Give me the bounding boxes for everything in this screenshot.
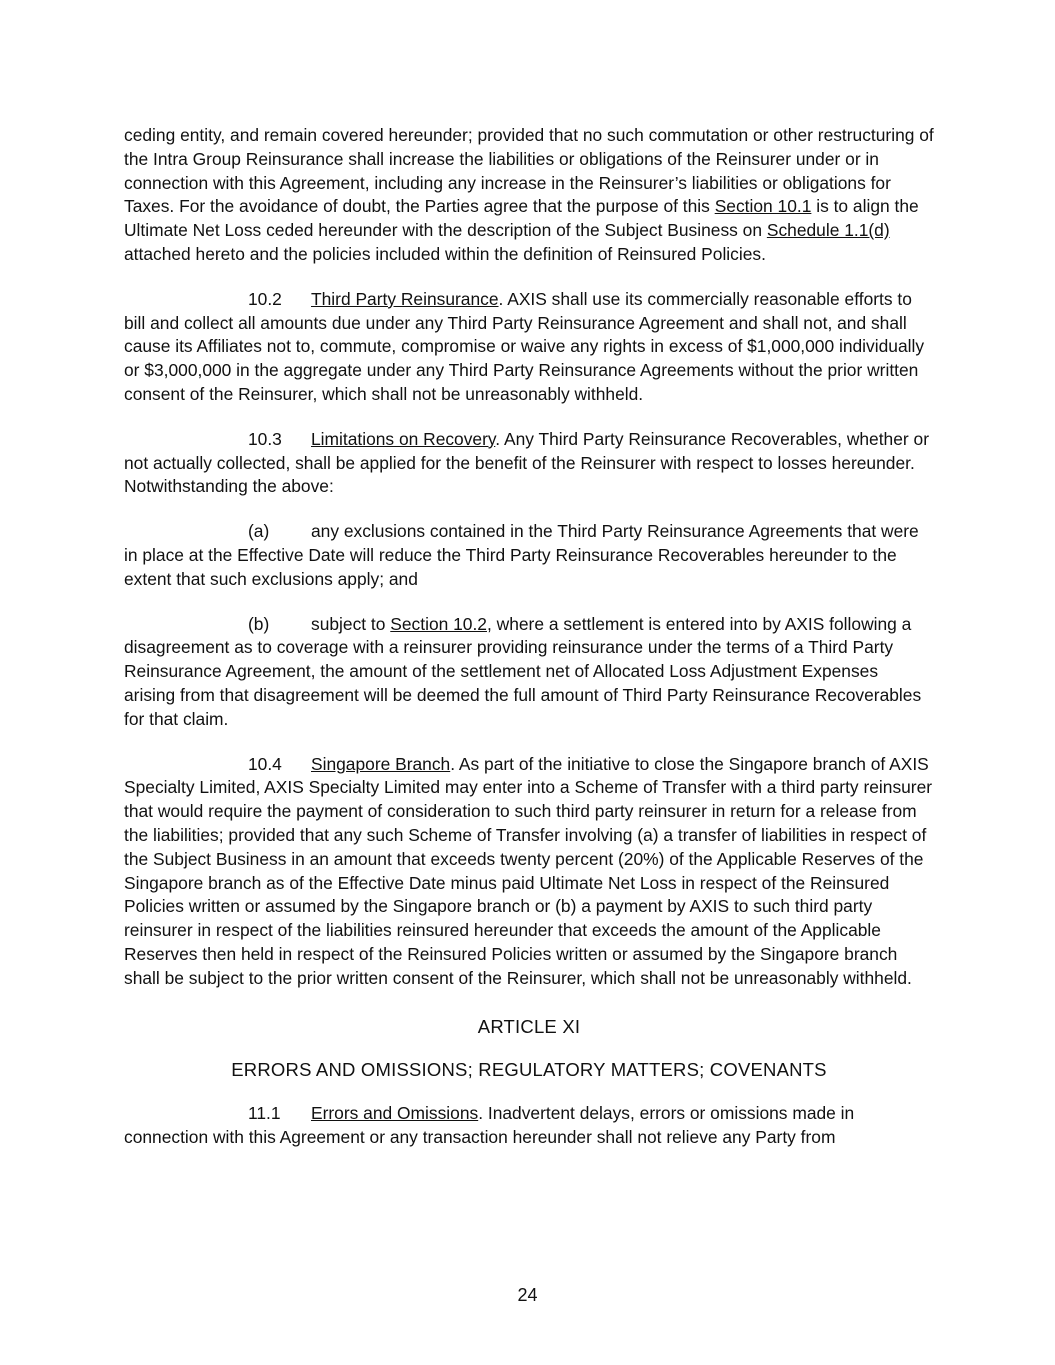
subsection-text: any exclusions contained in the Third Party Reinsurance Agreements that were in place at the Effective Date will reduce the Third Party Reinsurance Recoverables hereunder to the extent that such exclusions apply; and: [124, 521, 919, 589]
section-number: 10.3: [248, 428, 282, 449]
subsection-text: , where a settlement is entered into by AXIS following a disagreement as to coverage with a reinsurer providing reinsurance under the terms of a Third Party Reinsurance Agreement, the amount of the settlement net of Allocated Loss Adjustment Expenses arising from that disagreement will be deemed the full amount of Third Party Reinsurance Recoverables for that claim.: [124, 613, 922, 729]
subsection-label: (a): [248, 521, 270, 542]
section-text: . Inadvertent delays, errors or omissions made in connection with this Agreement or any transaction hereunder shall not relieve any Party from: [124, 1103, 855, 1147]
document-page: [124, 124, 934, 1171]
section-heading: Third Party Reinsurance: [311, 288, 499, 309]
section-text: . As part of the initiative to close the Singapore branch of AXIS Specialty Limited, AXIS Specialty Limited may enter into a Scheme of Transfer with a third party reinsurer that would require the payment of consideration to such third party reinsurer in return for a release from the liabilities; provided that any such Scheme of Transfer involving (a) a transfer of liabilities in respect of the Subject Business in an amount that exceeds twenty percent (20%) of the Applicable Reserves of the Singapore branch as of the Effective Date minus paid Ultimate Net Loss in respect of the Reinsured Policies written or assumed by the Singapore branch or (b) a payment by AXIS to such third party reinsurer in respect of the liabilities reinsured hereunder that exceeds the amount of the Applicable Reserves then held in respect of the Reinsured Policies written or assumed by the Singapore branch shall be subject to the prior written consent of the Reinsurer, which shall not be unreasonably withheld.: [124, 753, 933, 988]
page-number: 24: [517, 1285, 538, 1305]
subsection-label: (b): [248, 613, 270, 634]
subsection-10-3-a: [124, 520, 934, 591]
section-10-2: [124, 288, 934, 407]
section-text: . Any Third Party Reinsurance Recoverables, whether or not actually collected, shall be applied for the benefit of the Reinsurer with respect to losses hereunder. Notwithstanding the above:: [124, 428, 929, 497]
paragraph-continuation: [124, 124, 934, 267]
paragraph-text: ceding entity, and remain covered hereunder; provided that no such commutation or other restructuring of the Intra Group Reinsurance shall increase the liabilities or obligations of the Reinsurer under or in connection with this Agreement, including any increase in the Reinsurer’s liabilities or obligations for Taxes. For the avoidance of doubt, the Parties agree that the purpose of this: [124, 125, 934, 217]
section-reference: Section 10.1: [714, 196, 812, 217]
paragraph-text: is to align the Ultimate Net Loss ceded hereunder with the description of the Subject Business on: [124, 196, 919, 241]
subsection-10-3-b: [124, 613, 934, 732]
section-number: 10.4: [248, 753, 282, 774]
article-subtitle: ERRORS AND OMISSIONS; REGULATORY MATTERS; COVENANTS: [231, 1059, 827, 1081]
section-number: 10.2: [248, 288, 282, 309]
article-title: ARTICLE XI: [477, 1015, 581, 1037]
section-11-1: [124, 1102, 934, 1150]
section-text: . AXIS shall use its commercially reasonable efforts to bill and collect all amounts due under any Third Party Reinsurance Agreement and shall not, and shall cause its Affiliates not to, commute, compromise or waive any rights in excess of $1,000,000 individually or $3,000,000 in the aggregate under any Third Party Reinsurance Agreements without the prior written consent of the Reinsurer, which shall not be unreasonably withheld.: [124, 288, 925, 404]
section-10-4: [124, 753, 934, 991]
schedule-reference: Schedule 1.1(d): [766, 220, 890, 241]
paragraph-text: attached hereto and the policies included within the definition of Reinsured Policies.: [124, 243, 766, 264]
section-heading: Limitations on Recovery: [311, 428, 496, 449]
section-heading: Errors and Omissions: [311, 1103, 479, 1124]
section-number: 11.1: [248, 1103, 281, 1124]
section-10-3: [124, 428, 934, 499]
section-reference: Section 10.2: [390, 613, 487, 634]
section-heading: Singapore Branch: [311, 753, 451, 774]
subsection-text: subject to: [311, 613, 391, 634]
